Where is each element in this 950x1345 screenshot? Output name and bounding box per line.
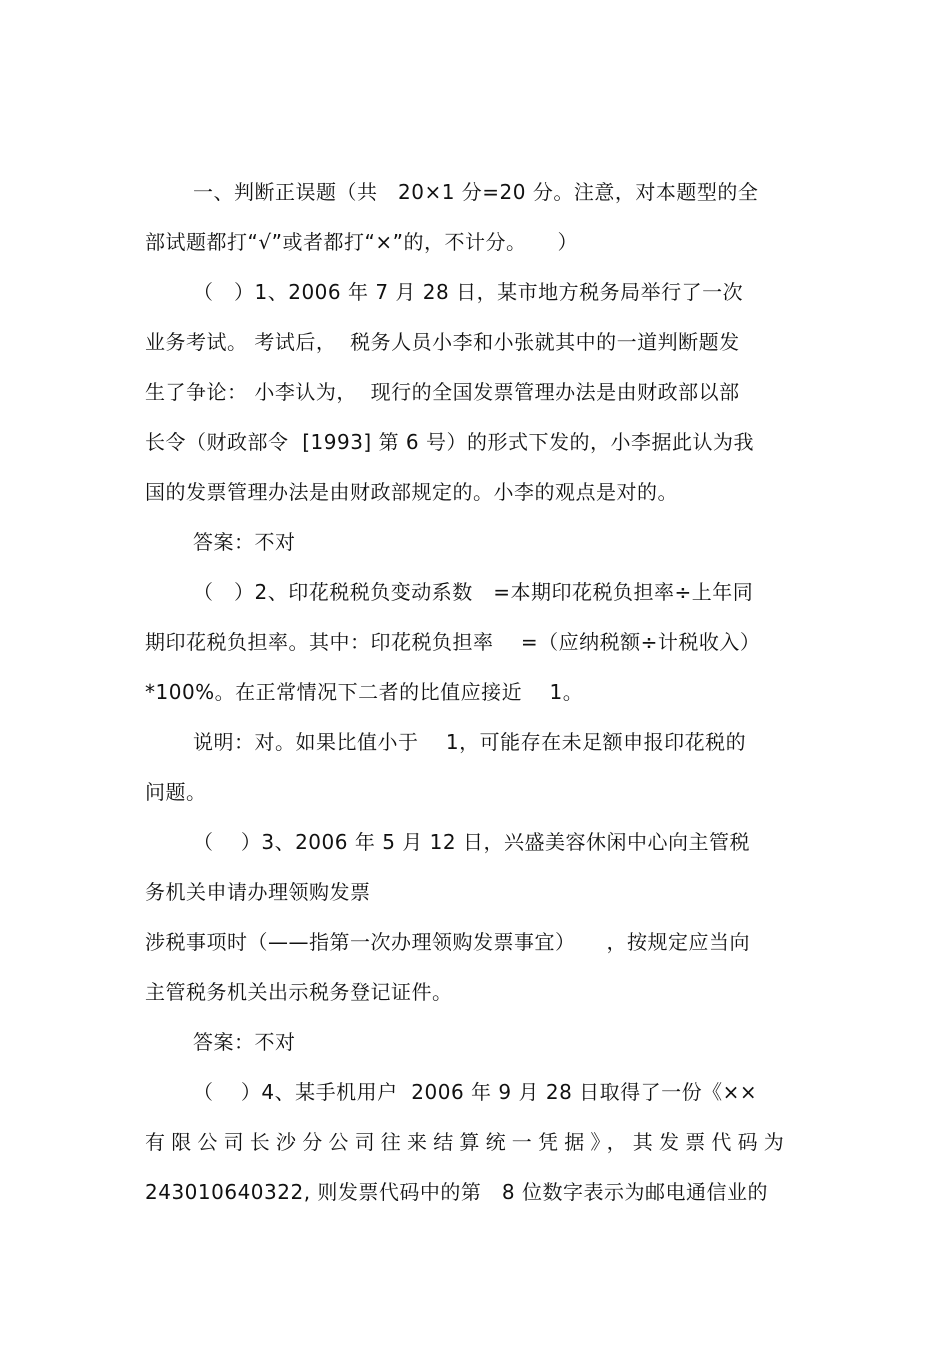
- text-line: 涉税事项时（——指第一次办理领购发票事宜） ，按规定应当向: [145, 930, 750, 954]
- text-line: 问题。: [145, 780, 207, 804]
- text-line: 长令（财政部令 [1993] 第 6 号）的形式下发的，小李据此认为我: [145, 430, 755, 454]
- section-heading: 一、判断正误题（共 20×1 分=20 分。注意，对本题型的全: [193, 180, 759, 204]
- text-line: 国的发票管理办法是由财政部规定的。小李的观点是对的。: [145, 480, 678, 504]
- explanation-2: 说明：对。如果比值小于 1，可能存在未足额申报印花税的: [193, 730, 747, 754]
- text-line: 期印花税负担率。其中：印花税负担率 =（应纳税额÷计税收入）: [145, 630, 761, 654]
- text-line: *100%。在正常情况下二者的比值应接近 1。: [145, 680, 584, 704]
- text-line: 务机关申请办理领购发票: [145, 880, 371, 904]
- text-line: 243010640322, 则发票代码中的第 8 位数字表示为邮电通信业的: [145, 1180, 768, 1204]
- text-line: 主管税务机关出示税务登记证件。: [145, 980, 453, 1004]
- text-line: 业务考试。 考试后， 税务人员小李和小张就其中的一道判断题发: [145, 330, 740, 354]
- text-line: 生了争论： 小李认为， 现行的全国发票管理办法是由财政部以部: [145, 380, 740, 404]
- answer-1: 答案：不对: [193, 530, 296, 554]
- question-1: （ ）1、2006 年 7 月 28 日，某市地方税务局举行了一次: [193, 280, 744, 304]
- answer-3: 答案：不对: [193, 1030, 296, 1054]
- question-2: （ ）2、印花税税负变动系数 =本期印花税负担率÷上年同: [193, 580, 754, 604]
- text-line: 有限公司长沙分公司往来结算统一凭据》，其发票代码为: [145, 1130, 790, 1154]
- question-4: （ ）4、某手机用户 2006 年 9 月 28 日取得了一份《××: [193, 1080, 758, 1104]
- text-line: 部试题都打“√”或者都打“×”的，不计分。 ）: [145, 230, 578, 254]
- question-3: （ ）3、2006 年 5 月 12 日，兴盛美容休闲中心向主管税: [193, 830, 750, 854]
